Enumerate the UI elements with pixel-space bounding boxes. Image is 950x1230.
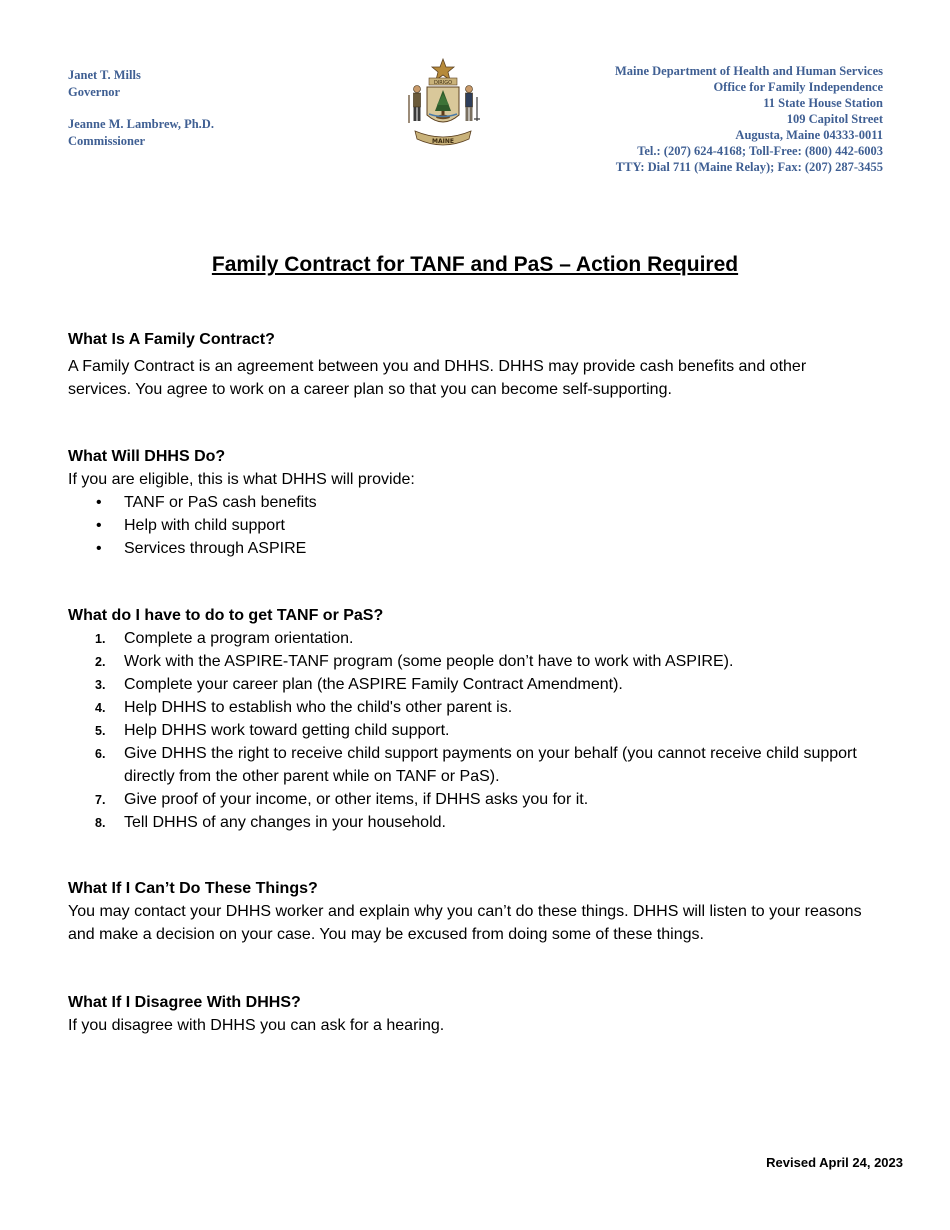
section-what-do-i-have-to-do [68, 604, 868, 834]
dhhs-services-list [68, 491, 868, 560]
list-item: • TANF or PaS cash benefits [68, 491, 868, 514]
list-number: 2. [95, 655, 106, 669]
list-number: 5. [95, 724, 106, 738]
list-number: 7. [95, 793, 106, 807]
section-disagree-with-dhhs [68, 991, 868, 1037]
revised-date: Revised April 24, 2023 [766, 1155, 903, 1170]
list-text: Give DHHS the right to receive child support payments on your behalf (you cannot receive child support directly from the other parent while on TANF or PaS). [124, 745, 857, 785]
section-body: You may contact your DHHS worker and explain why you can’t do these things. DHHS will listen to your reasons and make a decision on your case. You may be excused from doing some of these things. [68, 903, 862, 943]
governor-name: Janet T. Mills [68, 68, 141, 82]
list-item: • Services through ASPIRE [68, 537, 868, 560]
address-block [463, 63, 883, 175]
address-line: 11 State House Station [763, 96, 883, 110]
document-title: Family Contract for TANF and PaS – Action Required [211, 253, 739, 276]
list-item [68, 811, 868, 834]
section-cant-do-these-things [68, 877, 868, 946]
officials-block [68, 67, 328, 149]
section-intro: If you are eligible, this is what DHHS will provide: [68, 471, 415, 488]
list-text: Work with the ASPIRE-TANF program (some people don’t have to work with ASPIRE). [124, 653, 734, 670]
address-line: TTY: Dial 711 (Maine Relay); Fax: (207) 287-3455 [615, 160, 883, 174]
section-heading: What If I Can’t Do These Things? [68, 880, 318, 897]
section-body: If you disagree with DHHS you can ask for a hearing. [68, 1017, 445, 1034]
list-item [68, 788, 868, 811]
list-item: • Help with child support [68, 514, 868, 537]
list-text: Complete a program orientation. [124, 630, 354, 647]
seal-motto: DIRIGO [433, 80, 453, 86]
commissioner-title: Commissioner [68, 133, 146, 148]
section-heading: What do I have to do to get TANF or PaS? [68, 607, 384, 624]
list-item [68, 719, 868, 742]
section-what-will-dhhs-do [68, 445, 868, 560]
list-text: Complete your career plan (the ASPIRE Family Contract Amendment). [124, 676, 623, 693]
list-number: 6. [95, 747, 106, 761]
commissioner-name: Jeanne M. Lambrew, Ph.D. [68, 117, 214, 131]
list-text: Help DHHS work toward getting child support. [124, 722, 450, 739]
list-number: 8. [95, 816, 106, 830]
section-heading: What Is A Family Contract? [68, 331, 275, 348]
section-heading: What Will DHHS Do? [68, 448, 226, 465]
address-line: 109 Capitol Street [786, 112, 883, 126]
list-item [68, 650, 868, 673]
list-number: 3. [95, 678, 106, 692]
address-line: Augusta, Maine 04333-0011 [735, 128, 883, 142]
address-line: Office for Family Independence [713, 80, 883, 94]
requirements-list [68, 627, 868, 834]
section-heading: What If I Disagree With DHHS? [68, 994, 301, 1011]
list-item [68, 742, 868, 788]
governor-title: Governor [68, 84, 121, 99]
address-line: Tel.: (207) 624-4168; Toll-Free: (800) 442-6003 [637, 144, 883, 158]
list-text: Help DHHS to establish who the child's other parent is. [124, 699, 513, 716]
list-item [68, 673, 868, 696]
list-text: Give proof of your income, or other items, if DHHS asks you for it. [124, 791, 589, 808]
list-item [68, 696, 868, 719]
list-text: Tell DHHS of any changes in your household. [124, 814, 446, 831]
seal-banner: MAINE [432, 138, 454, 145]
address-line: Maine Department of Health and Human Services [614, 64, 883, 78]
section-what-is-family-contract [68, 328, 868, 401]
list-item [68, 627, 868, 650]
section-body: A Family Contract is an agreement between you and DHHS. DHHS may provide cash benefits and other services. You agree to work on a career plan so that you can become self-supporting. [68, 358, 807, 398]
list-number: 4. [95, 701, 106, 715]
list-number: 1. [95, 632, 106, 646]
